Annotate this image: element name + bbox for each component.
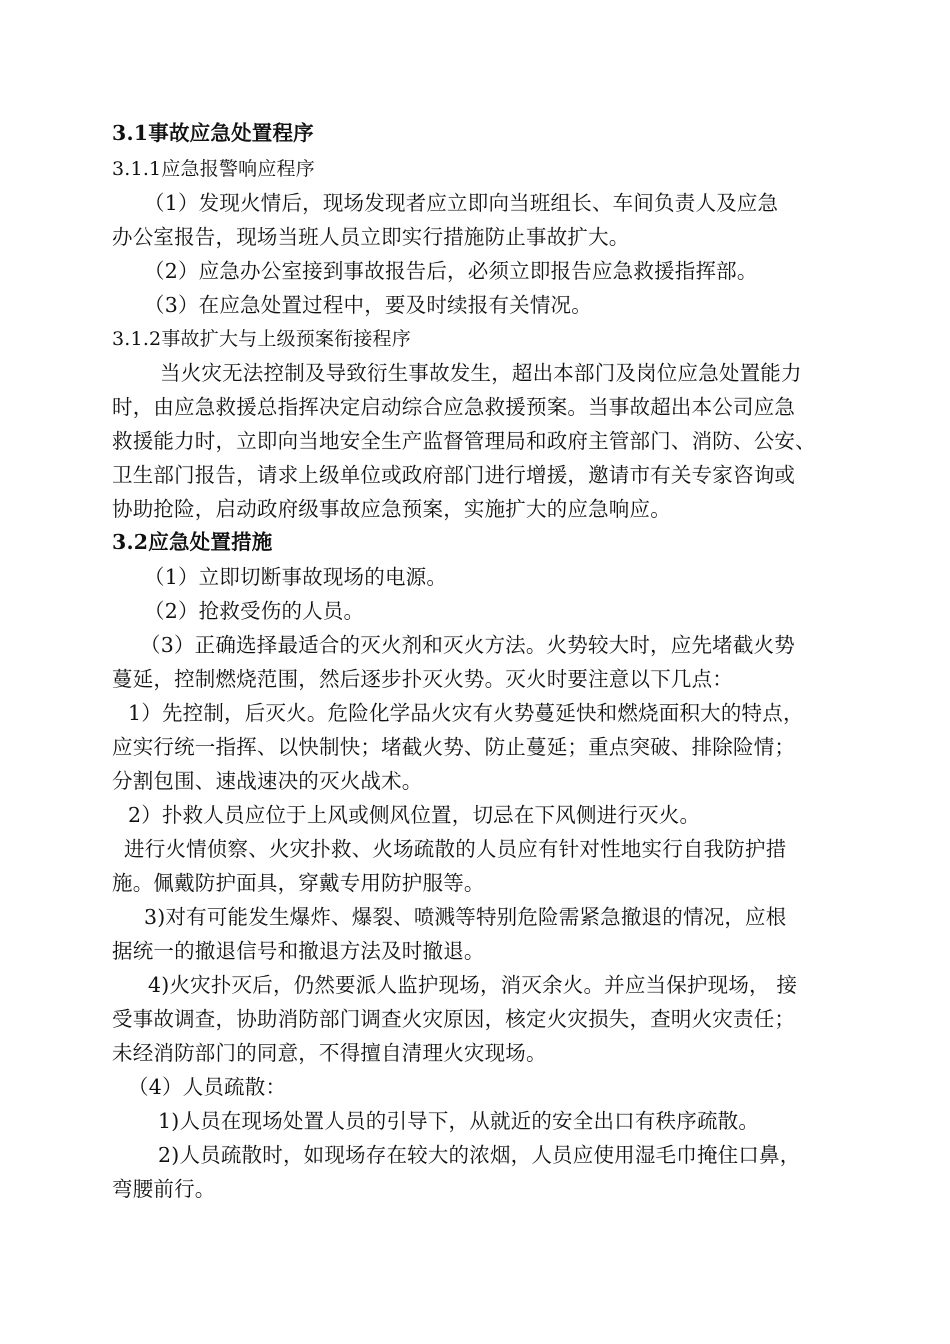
paragraph-line: （2）应急办公室接到事故报告后，必须立即报告应急救援指挥部。 <box>144 259 758 283</box>
paragraph-line: 当火灾无法控制及导致衍生事故发生，超出本部门及岗位应急处置能力 <box>160 361 802 385</box>
paragraph-line: 分割包围、速战速决的灭火战术。 <box>112 769 423 793</box>
paragraph-line: 应实行统一指挥、以快制快；堵截火势、防止蔓延；重点突破、排除险情； <box>112 735 796 759</box>
paragraph-line: 卫生部门报告，请求上级单位或政府部门进行增援，邀请市有关专家咨询或 <box>112 463 796 487</box>
paragraph-line: 救援能力时，立即向当地安全生产监督管理局和政府主管部门、消防、公安、 <box>112 429 816 453</box>
paragraph-line: 蔓延，控制燃烧范围，然后逐步扑灭火势。灭火时要注意以下几点： <box>112 667 733 691</box>
paragraph-line: 3)对有可能发生爆炸、爆裂、喷溅等特别危险需紧急撤退的情况，应根 <box>144 905 787 929</box>
paragraph-line: 据统一的撤退信号和撤退方法及时撤退。 <box>112 939 485 963</box>
paragraph-line: （1）发现火情后，现场发现者应立即向当班组长、车间负责人及应急 <box>144 191 779 215</box>
paragraph-line: 4)火灾扑灭后，仍然要派人监护现场，消灭余火。并应当保护现场， 接 <box>148 973 798 997</box>
subsection-heading-3-1-1: 3.1.1应急报警响应程序 <box>112 158 315 180</box>
paragraph-line: 2)人员疏散时，如现场存在较大的浓烟，人员应使用湿毛巾掩住口鼻， <box>158 1143 801 1167</box>
paragraph-line: 未经消防部门的同意，不得擅自清理火灾现场。 <box>112 1041 547 1065</box>
paragraph-line: 协助抢险，启动政府级事故应急预案，实施扩大的应急响应。 <box>112 497 671 521</box>
paragraph-line: 1)人员在现场处置人员的引导下，从就近的安全出口有秩序疏散。 <box>158 1109 760 1133</box>
paragraph-line: （3）在应急处置过程中，要及时续报有关情况。 <box>144 293 592 317</box>
paragraph-line: （1）立即切断事故现场的电源。 <box>144 565 448 589</box>
paragraph-line: 受事故调查，协助消防部门调查火灾原因，核定火灾损失，查明火灾责任； <box>112 1007 796 1031</box>
paragraph-line: 施。佩戴防护面具，穿戴专用防护服等。 <box>112 871 485 895</box>
paragraph-line: 进行火情侦察、火灾扑救、火场疏散的人员应有针对性地实行自我防护措 <box>124 837 787 861</box>
paragraph-line: （4）人员疏散： <box>128 1075 287 1099</box>
paragraph-line: 弯腰前行。 <box>112 1177 216 1201</box>
paragraph-line: 办公室报告，现场当班人员立即实行措施防止事故扩大。 <box>112 225 630 249</box>
paragraph-line: 2）扑救人员应位于上风或侧风位置，切忌在下风侧进行灭火。 <box>128 803 701 827</box>
paragraph-line: 时，由应急救援总指挥决定启动综合应急救援预案。当事故超出本公司应急 <box>112 395 796 419</box>
subsection-heading-3-1-2: 3.1.2事故扩大与上级预案衔接程序 <box>112 328 411 350</box>
paragraph-line: 1）先控制，后灭火。危险化学品火灾有火势蔓延快和燃烧面积大的特点， <box>128 701 804 725</box>
section-heading-3-2: 3.2应急处置措施 <box>112 530 273 554</box>
section-heading-3-1: 3.1事故应急处置程序 <box>112 121 314 145</box>
paragraph-line: （2）抢救受伤的人员。 <box>144 599 365 623</box>
paragraph-line: （3）正确选择最适合的灭火剂和灭火方法。火势较大时，应先堵截火势 <box>140 633 795 657</box>
